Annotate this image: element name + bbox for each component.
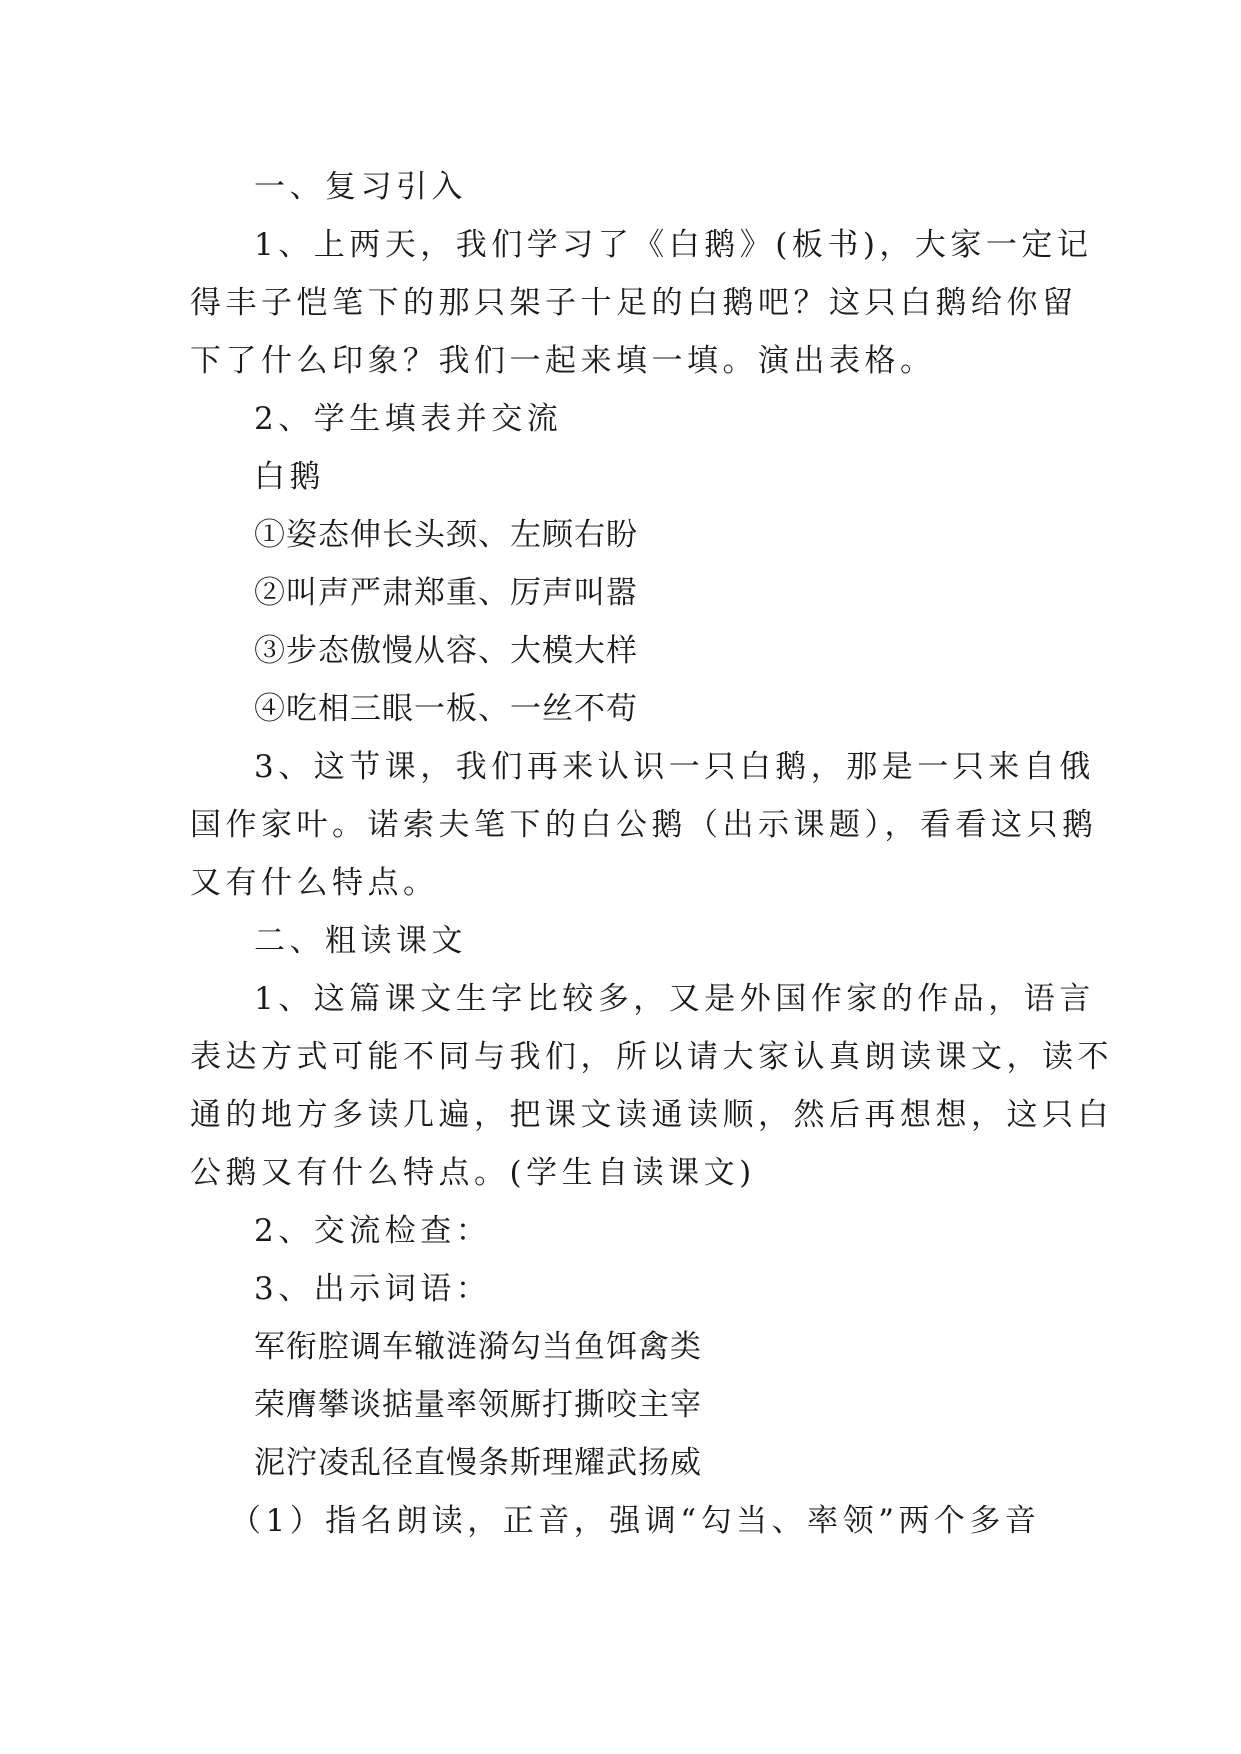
- paragraph-line: 1、这篇课文生字比较多，又是外国作家的作品，语言: [254, 981, 1095, 1017]
- list-item: ③步态傲慢从容、大模大样: [254, 633, 638, 669]
- list-item: ②叫声严肃郑重、厉声叫嚣: [254, 575, 638, 611]
- paragraph-line: 公鹅又有什么特点。(学生自读课文): [190, 1155, 756, 1191]
- word-list-line: 军衔腔调车辙涟漪勾当鱼饵禽类: [254, 1329, 702, 1365]
- paragraph-line: 2、交流检查：: [254, 1213, 492, 1249]
- word-list-line: 荣膺攀谈掂量率领厮打撕咬主宰: [254, 1387, 702, 1423]
- list-item: ①姿态伸长头颈、左顾右盼: [254, 517, 638, 553]
- paragraph-line: 通的地方多读几遍，把课文读通读顺，然后再想想，这只白: [190, 1097, 1113, 1133]
- list-item: ④吃相三眼一板、一丝不苟: [254, 691, 638, 727]
- paragraph-line: （1）指名朗读，正音，强调“勾当、率领”两个多音: [230, 1503, 1041, 1539]
- paragraph-line: 1、上两天，我们学习了《白鹅》(板书)，大家一定记: [254, 227, 1093, 263]
- paragraph-line: 表达方式可能不同与我们，所以请大家认真朗读课文，读不: [190, 1039, 1113, 1075]
- section-heading-review: 一、复习引入: [254, 169, 467, 205]
- paragraph-line: 又有什么特点。: [190, 865, 439, 901]
- paragraph-line: 3、出示词语：: [254, 1271, 492, 1307]
- paragraph-line: 2、学生填表并交流: [254, 401, 563, 437]
- paragraph-line: 下了什么印象？我们一起来填一填。演出表格。: [190, 343, 936, 379]
- word-list-line: 泥泞凌乱径直慢条斯理耀武扬威: [254, 1445, 702, 1481]
- section-heading-reading: 二、粗读课文: [254, 923, 467, 959]
- paragraph-line: 3、这节课，我们再来认识一只白鹅，那是一只来自俄: [254, 749, 1095, 785]
- table-title-line: 白鹅: [254, 459, 325, 495]
- document-body: [190, 158, 1113, 1550]
- paragraph-line: 得丰子恺笔下的那只架子十足的白鹅吧？这只白鹅给你留: [190, 285, 1078, 321]
- paragraph-line: 国作家叶。诺索夫笔下的白公鹅（出示课题），看看这只鹅: [190, 807, 1098, 843]
